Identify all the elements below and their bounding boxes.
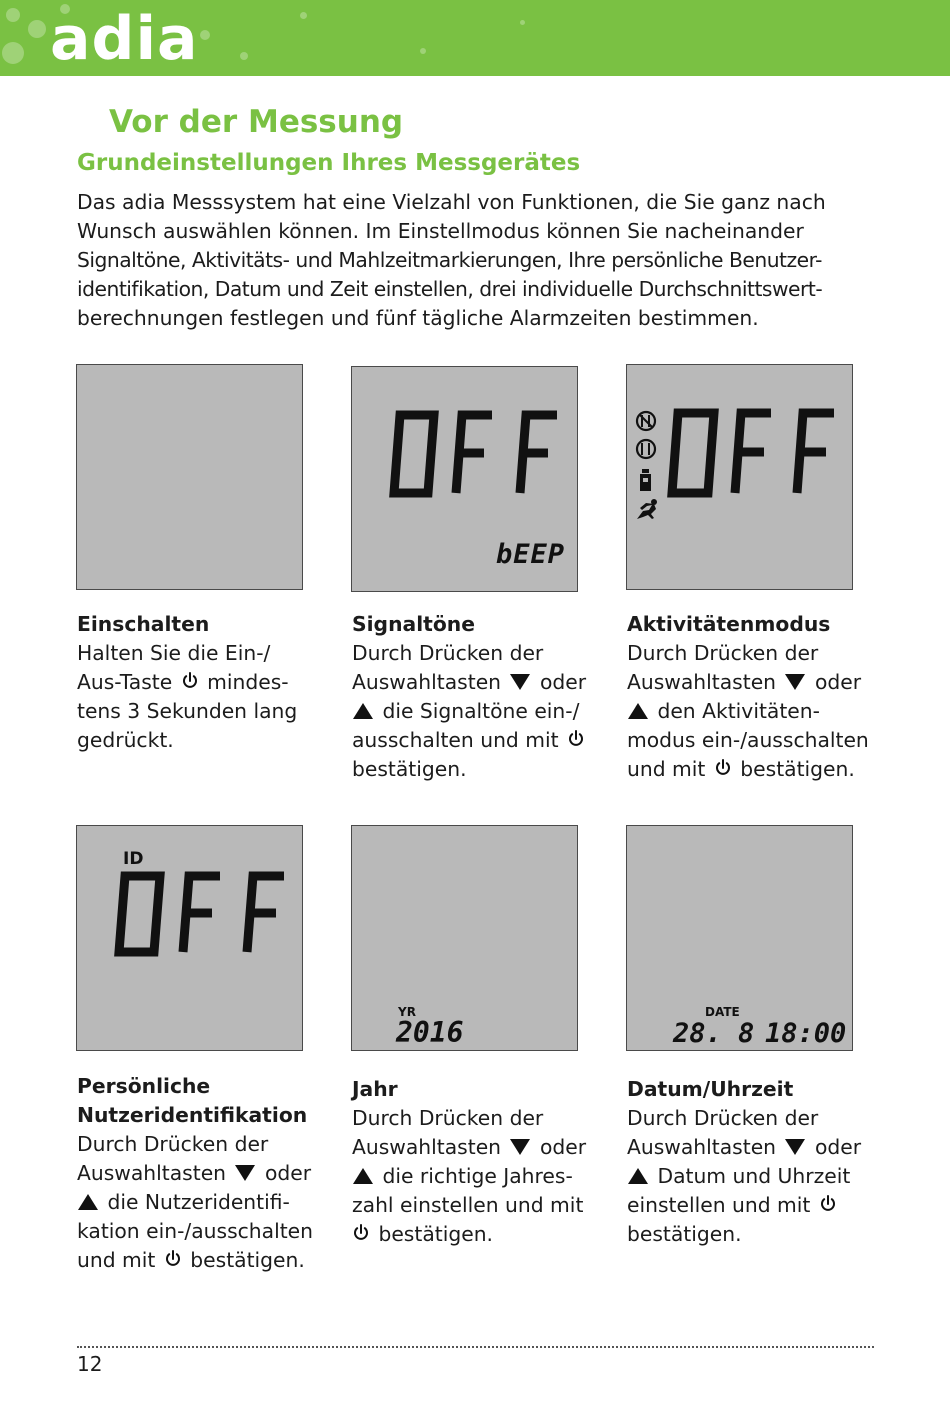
caption-line: bestätigen.	[627, 1222, 742, 1246]
caption-jahr	[352, 1075, 612, 1249]
triangle-down-icon	[784, 673, 806, 691]
decor-dot	[240, 52, 248, 60]
caption-line: die Nutzeridentifi-	[77, 1188, 337, 1217]
lcd-time-text: 18:00	[765, 1018, 847, 1049]
caption-line: die richtige Jahres-	[352, 1162, 612, 1191]
triangle-down-icon	[234, 1164, 256, 1182]
lcd-tag-text: DATE	[705, 1005, 740, 1019]
section-subtitle: Grundeinstellungen Ihres Messgerätes	[77, 150, 581, 176]
triangle-down-icon	[509, 673, 531, 691]
lcd-date-text: 28. 8	[673, 1018, 755, 1049]
lcd-display-power-on	[76, 364, 303, 590]
caption-line: Auswahltasten oder	[627, 1135, 862, 1159]
brand-logo: adia	[50, 4, 199, 74]
caption-title: Persönliche	[77, 1074, 211, 1098]
decor-dot	[2, 42, 24, 64]
triangle-up-icon	[627, 702, 649, 720]
caption-line: gedrückt.	[77, 728, 174, 752]
caption-line: Auswahltasten oder	[77, 1161, 312, 1185]
decor-dot	[200, 30, 210, 40]
caption-line: und mit bestätigen.	[77, 1248, 305, 1272]
page-title: Vor der Messung	[109, 104, 404, 140]
decor-dot	[520, 20, 525, 25]
footer-divider	[77, 1346, 874, 1348]
caption-einschalten	[77, 610, 337, 755]
lcd-segment-text	[352, 367, 579, 593]
intro-paragraph	[77, 188, 877, 333]
lcd-display-activity	[626, 364, 853, 590]
caption-line: Durch Drücken der	[77, 1132, 269, 1156]
caption-line: bestätigen.	[352, 1220, 612, 1249]
caption-signaltoene	[352, 610, 612, 784]
lcd-segment-text	[119, 876, 284, 952]
meal-icon	[637, 440, 655, 458]
caption-line: zahl einstellen und mit	[352, 1193, 584, 1217]
caption-title: Nutzeridentifikation	[77, 1103, 308, 1127]
caption-title: Einschalten	[77, 612, 210, 636]
lcd-display-date-time	[626, 825, 853, 1051]
intro-line: Signaltöne, Aktivitäts- und Mahlzeitmarkierungen, Ihre persönliche Benutzer-	[77, 248, 822, 272]
power-icon	[164, 1250, 182, 1269]
lcd-display-year	[351, 825, 578, 1051]
lcd-year-text: 2016	[396, 1016, 464, 1049]
caption-line: Auswahltasten oder	[627, 670, 862, 694]
caption-line: Auswahltasten oder	[352, 1135, 587, 1159]
caption-line: ausschalten und mit	[352, 726, 612, 755]
caption-line: Durch Drücken der	[627, 1106, 819, 1130]
page-number: 12	[77, 1352, 103, 1376]
intro-line: Wunsch auswählen können. Im Einstellmodus können Sie nacheinander	[77, 219, 804, 243]
caption-line: den Aktivitäten-	[627, 697, 887, 726]
triangle-down-icon	[784, 1138, 806, 1156]
caption-title: Signaltöne	[352, 612, 475, 636]
runner-icon	[637, 499, 657, 519]
caption-line: Aus-Taste mindes-	[77, 670, 289, 694]
caption-line: Durch Drücken der	[352, 641, 544, 665]
decor-dot	[300, 12, 307, 19]
bottle-icon	[640, 469, 651, 491]
caption-title: Jahr	[352, 1077, 398, 1101]
triangle-up-icon	[352, 1167, 374, 1185]
power-icon	[352, 1224, 370, 1243]
intro-line: berechnungen festlegen und fünf tägliche Alarmzeiten bestimmen.	[77, 306, 759, 330]
power-icon	[819, 1195, 837, 1214]
lcd-tag-text: YR	[398, 1005, 416, 1019]
triangle-up-icon	[352, 702, 374, 720]
intro-line: identifikation, Datum und Zeit einstellen, drei individuelle Durchschnittswert-	[77, 277, 823, 301]
intro-line: Das adia Messsystem hat eine Vielzahl von Funktionen, die Sie ganz nach	[77, 190, 826, 214]
caption-line: Auswahltasten oder	[352, 670, 587, 694]
caption-line: kation ein-/ausschalten	[77, 1219, 313, 1243]
caption-line: und mit bestätigen.	[627, 757, 855, 781]
caption-datum-uhrzeit	[627, 1075, 887, 1249]
caption-line: einstellen und mit	[627, 1191, 887, 1220]
lcd-display-user-id	[76, 825, 303, 1051]
triangle-up-icon	[77, 1193, 99, 1211]
triangle-up-icon	[627, 1167, 649, 1185]
decor-dot	[28, 20, 46, 38]
power-icon	[714, 759, 732, 778]
caption-line: Halten Sie die Ein-/	[77, 641, 271, 665]
caption-line: Durch Drücken der	[352, 1106, 544, 1130]
decor-dot	[420, 48, 426, 54]
lcd-segment-text	[672, 413, 834, 493]
decor-dot	[6, 8, 20, 22]
caption-title: Aktivitätenmodus	[627, 612, 831, 636]
power-icon	[567, 730, 585, 749]
meal-crossed-icon	[637, 412, 655, 430]
lcd-display-beep	[351, 366, 578, 592]
triangle-down-icon	[509, 1138, 531, 1156]
lcd-sub-text: bEEP	[496, 539, 566, 570]
caption-line: Durch Drücken der	[627, 641, 819, 665]
lcd-tag-text: ID	[123, 849, 144, 869]
caption-line: die Signaltöne ein-/	[352, 697, 612, 726]
caption-line: bestätigen.	[352, 757, 467, 781]
caption-line: Datum und Uhrzeit	[627, 1162, 887, 1191]
power-icon	[181, 672, 199, 691]
caption-line: modus ein-/ausschalten	[627, 728, 869, 752]
header-bar	[0, 0, 950, 76]
caption-nutzeridentifikation	[77, 1072, 337, 1275]
caption-aktivitaetenmodus	[627, 610, 887, 784]
caption-line: tens 3 Sekunden lang	[77, 699, 298, 723]
caption-title: Datum/Uhrzeit	[627, 1077, 794, 1101]
